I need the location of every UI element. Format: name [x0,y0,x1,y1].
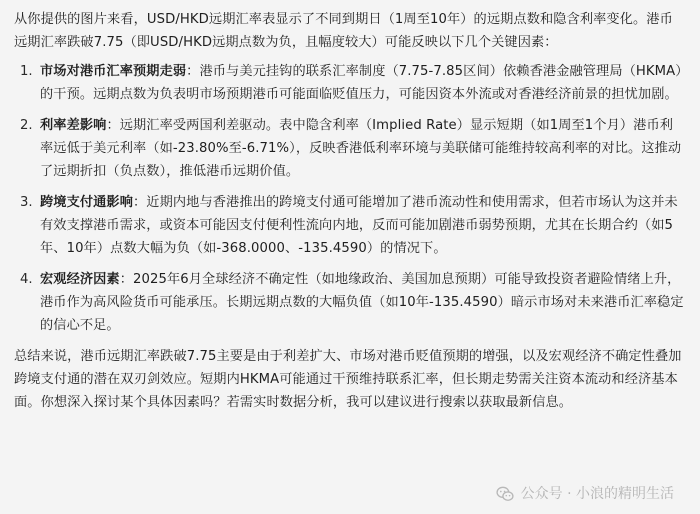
intro-paragraph: 从你提供的图片来看，USD/HKD远期汇率表显示了不同到期日（1周至10年）的远期点数和隐含利率变化。港币远期汇率跌破7.75（即USD/HKD远期点数为负，且幅度较大）可能反映以下几个关键因素： [14,12,673,50]
list-item-title: 跨境支付通影响 [40,195,134,210]
list-item-text: ：远期汇率受两国利差驱动。表中隐含利率（Implied Rate）显示短期（如1周至1个月）港币利率远低于美元利率（如-23.80%至-6.71%），反映香港低利率环境与美联储可能维持较高利率的对比。这推动了远期折扣（负点数），推低港币远期价值。 [40,118,682,179]
watermark-text: 公众号 · 小浪的精明生活 [520,486,674,502]
list-item-text: ：2025年6月全球经济不确定性（如地缘政治、美国加息预期）可能导致投资者避险情绪上升，港币作为高风险货币可能承压。长期远期点数的大幅负值（如10年-135.4590）暗示市场对未来港币汇率稳定的信心不足。 [40,272,684,333]
list-item-text: ：近期内地与香港推出的跨境支付通可能增加了港币流动性和使用需求，但若市场认为这并未有效支撑港币需求，或资本可能因支付便利性流向内地，反而可能加剧港币弱势预期，尤其在长期合约（如5年、10年）点数大幅为负（如-368.0000、-135.4590）的情况下。 [40,195,678,256]
list-item-3 [14,191,686,260]
list-number: 4. [20,272,33,287]
list-item-title: 市场对港币汇率预期走弱 [40,64,187,79]
watermark [495,484,674,504]
list-item-title: 利率差影响 [40,118,107,133]
list-item-1 [14,60,686,106]
summary-paragraph: 总结来说，港币远期汇率跌破7.75主要是由于利差扩大、市场对港币贬值预期的增强，以及宏观经济不确定性叠加跨境支付通的潜在双刃剑效应。短期内HKMA可能通过干预维持联系汇率，但长期走势需关注资本流动和经济基本面。你想深入探讨某个具体因素吗？若需实时数据分析，我可以建议进行搜索以获取最新信息。 [14,349,682,410]
wechat-icon [495,484,515,504]
list-item-2 [14,114,686,183]
list-item-title: 宏观经济因素 [40,272,120,287]
list-number: 3. [20,195,33,210]
list-item-text: ：港币与美元挂钩的联系汇率制度（7.75-7.85区间）依赖香港金融管理局（HKMA）的干预。远期点数为负表明市场预期港币可能面临贬值压力，可能因资本外流或对香港经济前景的担忧加剧。 [40,64,682,102]
list-item-4 [14,268,686,337]
list-number: 1. [20,64,33,79]
list-number: 2. [20,118,33,133]
factor-list [14,60,686,337]
